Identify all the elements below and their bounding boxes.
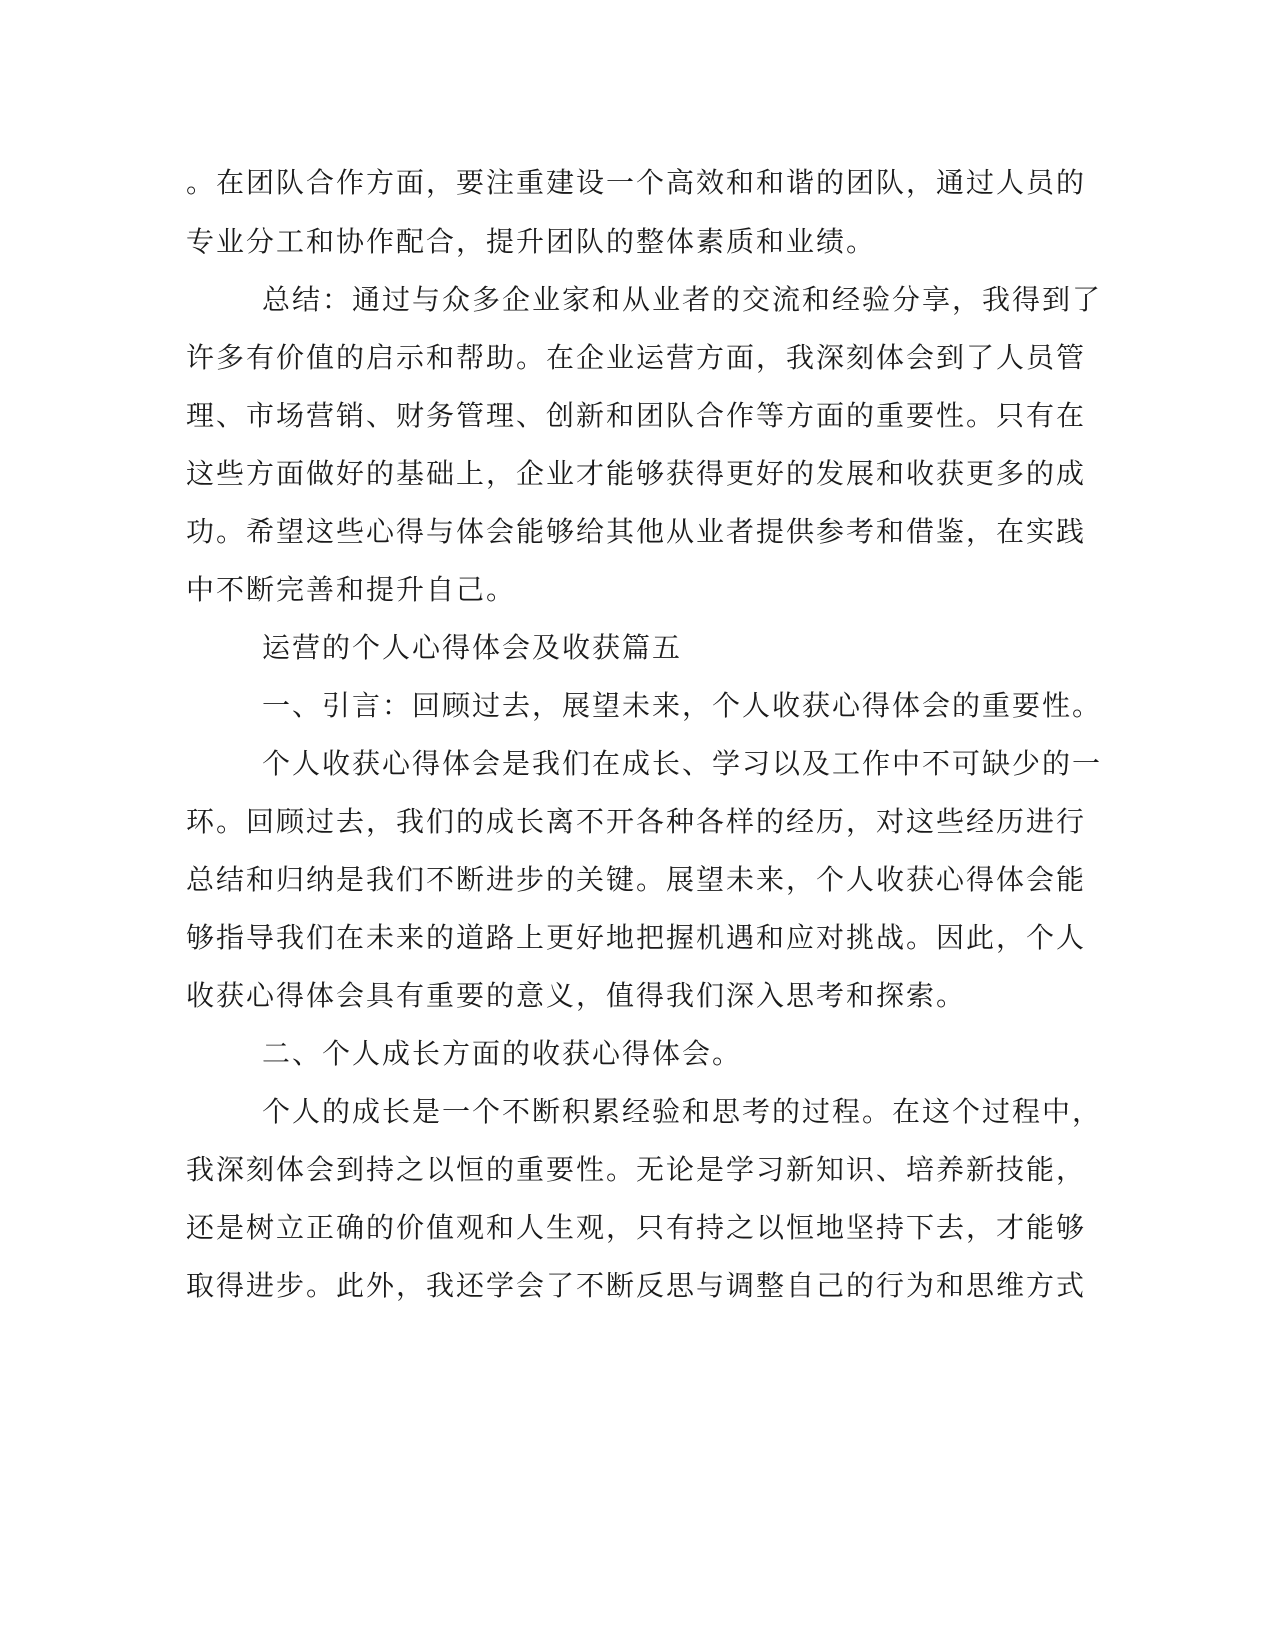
section-title: 运营的个人心得体会及收获篇五 [262, 631, 683, 664]
body-text-line: 中不断完善和提升自己。 [186, 573, 517, 606]
body-text-line: 专业分工和协作配合，提升团队的整体素质和业绩。 [186, 225, 877, 258]
body-text-line: 许多有价值的启示和帮助。在企业运营方面，我深刻体会到了人员管 [186, 341, 1087, 374]
body-text-line: 收获心得体会具有重要的意义，值得我们深入思考和探索。 [186, 979, 967, 1012]
body-text-line: 这些方面做好的基础上，企业才能够获得更好的发展和收获更多的成 [186, 457, 1087, 490]
paragraph-first-line: 个人收获心得体会是我们在成长、学习以及工作中不可缺少的一 [262, 747, 1103, 780]
body-text-line: 。在团队合作方面，要注重建设一个高效和和谐的团队，通过人员的 [186, 166, 1087, 199]
paragraph-first-line: 个人的成长是一个不断积累经验和思考的过程。在这个过程中， [262, 1095, 1103, 1128]
body-text-line: 还是树立正确的价值观和人生观，只有持之以恒地坚持下去，才能够 [186, 1211, 1087, 1244]
heading-introduction: 一、引言：回顾过去，展望未来，个人收获心得体会的重要性。 [262, 689, 1103, 722]
body-text-line: 取得进步。此外，我还学会了不断反思与调整自己的行为和思维方式 [186, 1269, 1087, 1302]
heading-personal-growth: 二、个人成长方面的收获心得体会。 [262, 1037, 743, 1070]
body-text-line: 我深刻体会到持之以恒的重要性。无论是学习新知识、培养新技能， [186, 1153, 1087, 1186]
body-text-line: 理、市场营销、财务管理、创新和团队合作等方面的重要性。只有在 [186, 399, 1087, 432]
body-text-line: 够指导我们在未来的道路上更好地把握机遇和应对挑战。因此，个人 [186, 921, 1087, 954]
body-text-line: 总结和归纳是我们不断进步的关键。展望未来，个人收获心得体会能 [186, 863, 1087, 896]
paragraph-first-line: 总结：通过与众多企业家和从业者的交流和经验分享，我得到了 [262, 283, 1103, 316]
body-text-line: 环。回顾过去，我们的成长离不开各种各样的经历，对这些经历进行 [186, 805, 1087, 838]
body-text-line: 功。希望这些心得与体会能够给其他从业者提供参考和借鉴，在实践 [186, 515, 1087, 548]
